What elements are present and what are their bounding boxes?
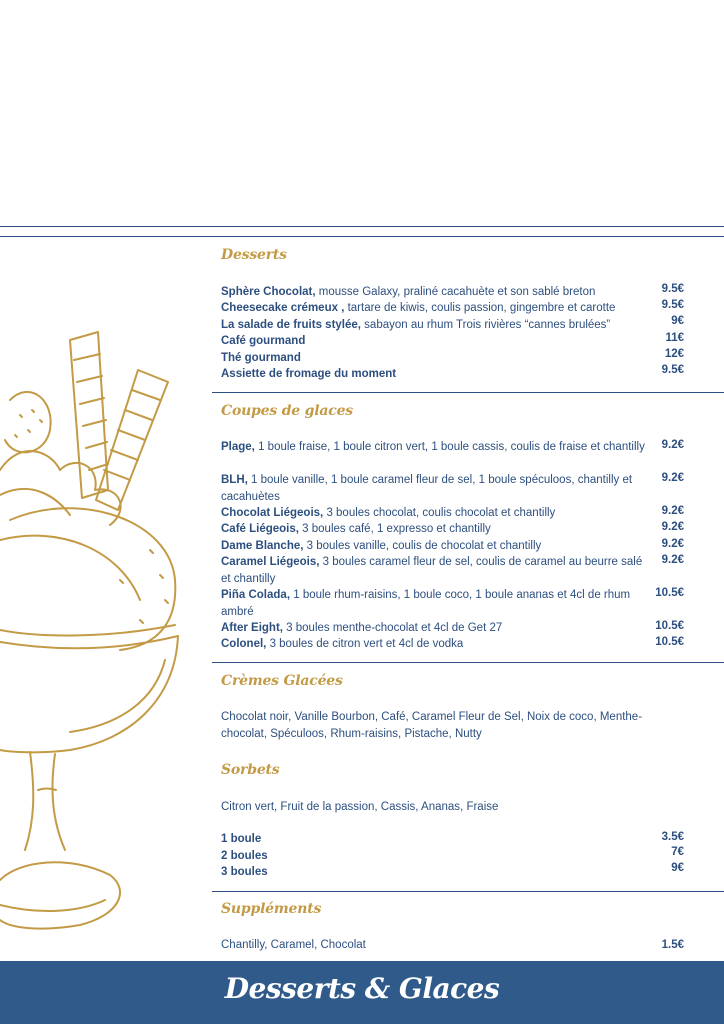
top-rule-secondary [0, 236, 724, 237]
list-item: Piña Colada, 1 boule rhum-raisins, 1 boule coco, 1 boule ananas et 4cl de rhum ambré [221, 589, 631, 618]
list-item: Thé gourmand [221, 352, 301, 364]
list-item: 1 boule [221, 833, 262, 845]
list-item: Assiette de fromage du moment [221, 368, 397, 380]
list-item: Colonel, 3 boules de citron vert et 4cl de vodka [221, 638, 464, 650]
list-item: After Eight, 3 boules menthe-chocolat et 4cl de Get 27 [221, 622, 503, 634]
ice-cream-sundae-illustration [0, 320, 200, 950]
item-price: 9€ [671, 862, 684, 874]
item-price: 9.2€ [661, 505, 684, 517]
supplements-title: Suppléments [221, 901, 322, 917]
section-divider [212, 891, 724, 892]
item-price: 9.5€ [661, 299, 684, 311]
list-item: 3 boules [221, 866, 268, 878]
list-item: Plage, 1 boule fraise, 1 boule citron vert, 1 boule cassis, coulis de fraise et chantilly [221, 441, 645, 453]
item-price: 11€ [665, 332, 684, 344]
cremes-title: Crèmes Glacées [221, 673, 343, 689]
sorbets-title: Sorbets [221, 762, 280, 778]
item-price: 10.5€ [655, 636, 684, 648]
list-item: Chocolat Liégeois, 3 boules chocolat, coulis chocolat et chantilly [221, 507, 556, 519]
cremes-flavours: Chocolat noir, Vanille Bourbon, Café, Caramel Fleur de Sel, Noix de coco, Menthe-chocolat, Spéculoos, Rhum-raisins, Pistache, Nutty [221, 711, 643, 740]
item-price: 9.2€ [661, 554, 684, 566]
list-item: La salade de fruits stylée, sabayon au rhum Trois rivières “cannes brulées” [221, 319, 611, 331]
top-rule [0, 226, 724, 227]
coupes-title: Coupes de glaces [221, 403, 353, 419]
list-item: Sphère Chocolat, mousse Galaxy, praliné cacahuète et son sablé breton [221, 286, 596, 298]
supplements-list: Chantilly, Caramel, Chocolat [221, 939, 366, 951]
item-price: 3.5€ [661, 831, 684, 843]
item-price: 9.2€ [661, 472, 684, 484]
item-price: 12€ [664, 348, 684, 360]
item-price: 7€ [671, 846, 684, 858]
item-price: 9.5€ [661, 283, 684, 295]
footer-title: Desserts & Glaces [224, 972, 500, 1005]
item-price: 9.2€ [661, 538, 684, 550]
item-price: 10.5€ [655, 620, 684, 632]
desserts-title: Desserts [221, 247, 287, 263]
section-divider [212, 662, 724, 663]
section-divider [212, 392, 724, 393]
list-item: Café Liégeois, 3 boules café, 1 expresso et chantilly [221, 523, 491, 535]
item-price: 9.2€ [661, 521, 684, 533]
list-item: BLH, 1 boule vanille, 1 boule caramel fleur de sel, 1 boule spéculoos, chantilly et cacahuètes [221, 474, 633, 503]
item-price: 1.5€ [661, 939, 684, 951]
list-item: Caramel Liégeois, 3 boules caramel fleur de sel, coulis de caramel au beurre salé et chantilly [221, 556, 643, 585]
sorbets-flavours: Citron vert, Fruit de la passion, Cassis, Ananas, Fraise [221, 801, 499, 813]
item-price: 10.5€ [655, 587, 684, 599]
list-item: 2 boules [221, 850, 268, 862]
item-price: 9€ [671, 315, 684, 327]
list-item: Café gourmand [221, 335, 306, 347]
list-item: Dame Blanche, 3 boules vanille, coulis de chocolat et chantilly [221, 540, 542, 552]
item-price: 9.5€ [661, 364, 684, 376]
list-item: Cheesecake crémeux , tartare de kiwis, coulis passion, gingembre et carotte [221, 302, 616, 314]
item-price: 9.2€ [661, 439, 684, 451]
